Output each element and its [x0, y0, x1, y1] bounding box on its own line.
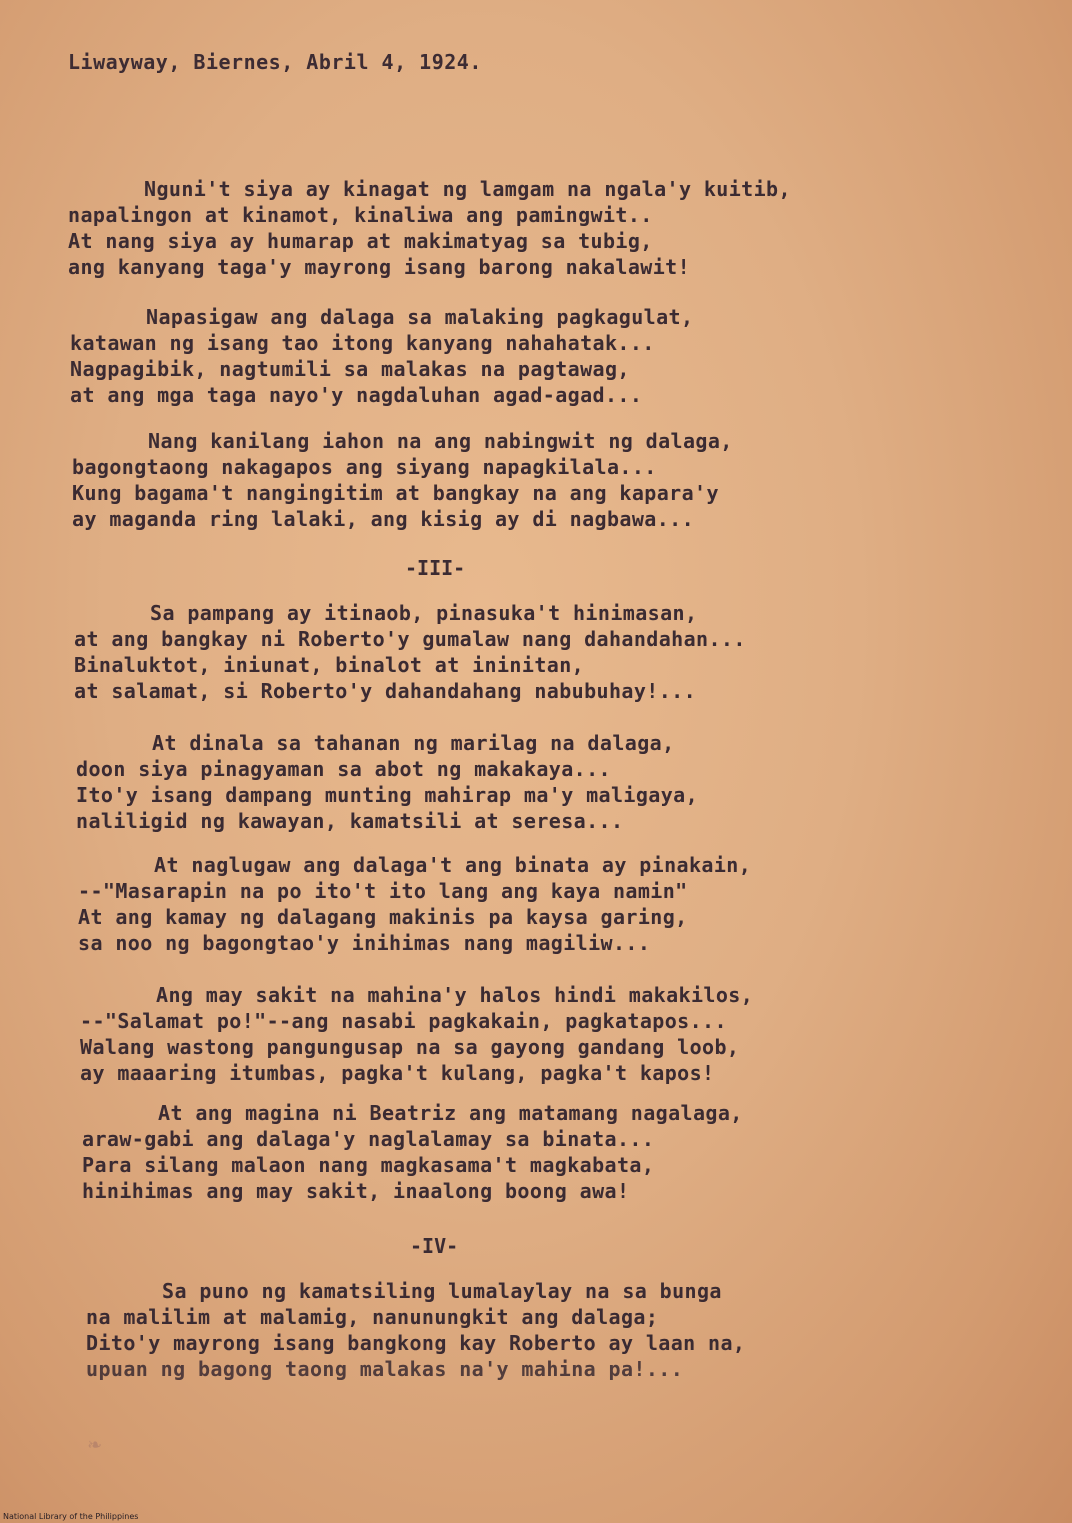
stanza: [80, 982, 1072, 1086]
poem-line: At ang magina ni Beatriz ang matamang nagalaga,: [158, 1101, 743, 1125]
poem-line: bagongtaong nakagapos ang siyang napagkilala...: [72, 455, 657, 479]
poem-line: at ang mga taga nayo'y nagdaluhan agad-agad...: [70, 383, 643, 407]
stanza: [76, 730, 1072, 834]
poem-line: ang kanyang taga'y mayrong isang barong nakalawit!: [68, 255, 691, 279]
poem-line: Dito'y mayrong isang bangkong kay Roberto ay laan na,: [86, 1331, 746, 1355]
poem-line: ay maaaring itumbas, pagka't kulang, pagka't kapos!: [80, 1061, 715, 1085]
poem-line: Sa pampang ay itinaob, pinasuka't hinimasan,: [150, 601, 698, 625]
poem-line: --"Salamat po!"--ang nasabi pagkakain, pagkatapos...: [80, 1009, 727, 1033]
poem-line: at ang bangkay ni Roberto'y gumalaw nang dahandahan...: [74, 627, 746, 651]
poem-line: katawan ng isang tao itong kanyang nahahatak...: [70, 331, 655, 355]
poem-line: Walang wastong pangungusap na sa gayong gandang loob,: [80, 1035, 740, 1059]
poem-line: hinihimas ang may sakit, inaalong boong awa!: [82, 1179, 630, 1203]
stanza: [82, 1100, 1072, 1204]
poem-line: Nguni't siya ay kinagat ng lamgam na ngala'y kuitib,: [144, 177, 791, 201]
poem-line: Binaluktot, iniunat, binalot at ininitan,: [74, 653, 585, 677]
poem-line: Ito'y isang dampang munting mahirap ma'y maligaya,: [76, 783, 699, 807]
library-credit: National Library of the Philippines: [3, 1512, 139, 1521]
poem-line: na malilim at malamig, nanunungkit ang dalaga;: [86, 1305, 659, 1329]
poem-line: napalingon at kinamot, kinaliwa ang pamingwit..: [68, 203, 653, 227]
poem-line: Nang kanilang iahon na ang nabingwit ng dalaga,: [148, 429, 733, 453]
poem-line: Sa puno ng kamatsiling lumalaylay na sa bunga: [162, 1279, 722, 1303]
poem-line: Napasigaw ang dalaga sa malaking pagkagulat,: [146, 305, 694, 329]
poem-line: Nagpagibik, nagtumili sa malakas na pagtawag,: [70, 357, 630, 381]
poem-line: Para silang malaon nang magkasama't magkabata,: [82, 1153, 655, 1177]
stanza: [78, 852, 1072, 956]
poem-line: At dinala sa tahanan ng marilag na dalaga,: [152, 731, 675, 755]
stanza: [70, 304, 1070, 408]
poem-line: --"Masarapin na po ito't ito lang ang kaya namin": [78, 879, 688, 903]
stanza: [68, 176, 1068, 280]
stanza: [72, 428, 1072, 532]
section-heading: -IV-: [410, 1234, 459, 1258]
poem-line: ay maganda ring lalaki, ang kisig ay di nagbawa...: [72, 507, 695, 531]
stanza: [86, 1278, 1072, 1382]
poem-line: Ang may sakit na mahina'y halos hindi makakilos,: [156, 983, 754, 1007]
document-header: Liwayway, Biernes, Abril 4, 1924.: [68, 50, 482, 74]
poem-line: At nang siya ay humarap at makimatyag sa tubig,: [68, 229, 653, 253]
poem-line: at salamat, si Roberto'y dahandahang nabubuhay!...: [74, 679, 697, 703]
poem-line: naliligid ng kawayan, kamatsili at seresa...: [76, 809, 624, 833]
poem-line: upuan ng bagong taong malakas na'y mahina pa!...: [86, 1357, 684, 1381]
poem-line: Kung bagama't nangingitim at bangkay na ang kapara'y: [72, 481, 719, 505]
section-heading: -III-: [405, 556, 466, 580]
poem-line: araw-gabi ang dalaga'y naglalamay sa binata...: [82, 1127, 655, 1151]
poem-line: At naglugaw ang dalaga't ang binata ay pinakain,: [154, 853, 752, 877]
poem-line: doon siya pinagyaman sa abot ng makakaya...: [76, 757, 611, 781]
poem-line: sa noo ng bagongtao'y inihimas nang magiliw...: [78, 931, 651, 955]
ink-smudge-mark: ❧: [88, 1432, 102, 1457]
poem-line: At ang kamay ng dalagang makinis pa kaysa garing,: [78, 905, 688, 929]
stanza: [74, 600, 1072, 704]
